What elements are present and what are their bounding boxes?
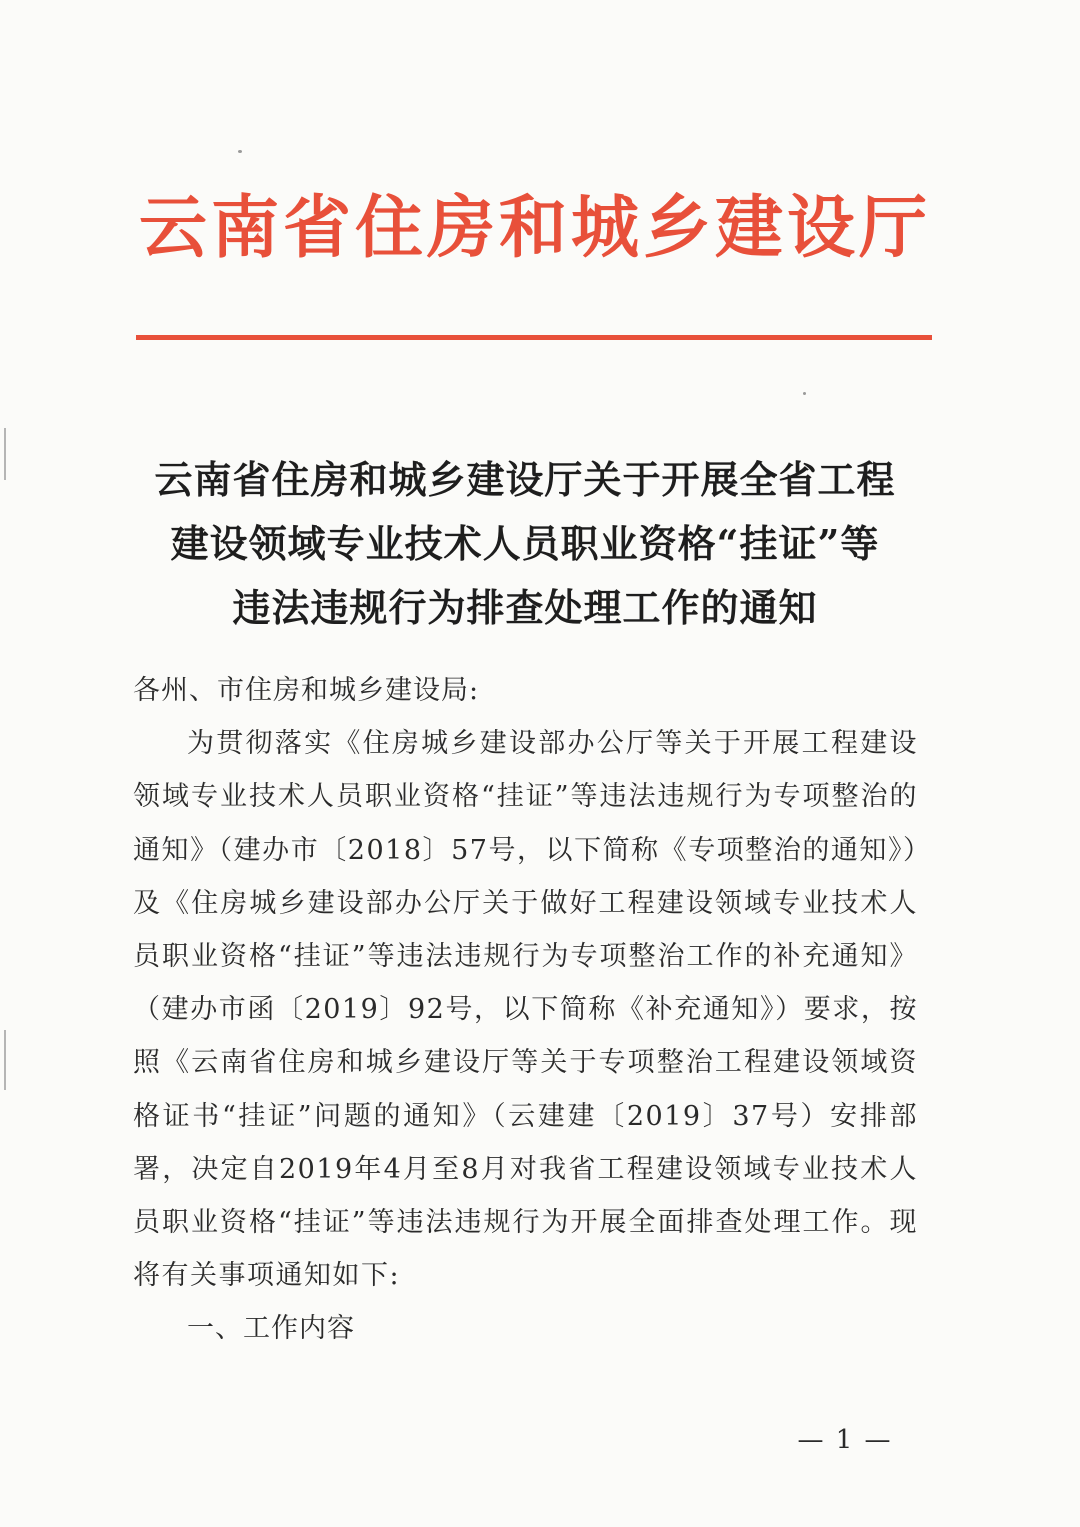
binding-mark-top (4, 428, 6, 480)
page-number: — 1 — (797, 1425, 893, 1455)
scan-speck (238, 150, 242, 153)
salutation: 各州、市住房和城乡建设局: (133, 675, 480, 706)
binding-mark-bottom (4, 1030, 6, 1090)
document-title (120, 448, 930, 640)
section-1-heading: 一、工作内容 (187, 1313, 355, 1345)
scan-speck (803, 392, 806, 395)
paragraph-1: 为贯彻落实《住房城乡建设部办公厅等关于开展工程建设领域专业技术人员职业资格“挂证”等违法违规行为专项整治的通知》（建办市〔2018〕57号，以下简称《专项整治的通知》）及《住房城乡建设部办公厅关于做好工程建设领域专业技术人员职业资格“挂证”等违法违规行为专项整治工作的补充通知》（建办市函〔2019〕92号，以下简称《补充通知》）要求，按照《云南省住房和城乡建设厅等关于专项整治工程建设领域资格证书“挂证”问题的通知》（云建建〔2019〕37号）安排部署，决定自2019年4月至8月对我省工程建设领域专业技术人员职业资格“挂证”等违法违规行为开展全面排查处理工作。现将有关事项通知如下: (133, 728, 918, 1292)
document-body (133, 664, 918, 1356)
title-line-1: 云南省住房和城乡建设厅关于开展全省工程 (154, 457, 896, 502)
title-line-2: 建设领域专业技术人员职业资格“挂证”等 (170, 521, 880, 566)
letterhead-red-rule (136, 335, 932, 340)
agency-letterhead: 云南省住房和城乡建设厅 (138, 188, 931, 268)
title-line-3: 违法违规行为排查处理工作的通知 (232, 585, 818, 630)
